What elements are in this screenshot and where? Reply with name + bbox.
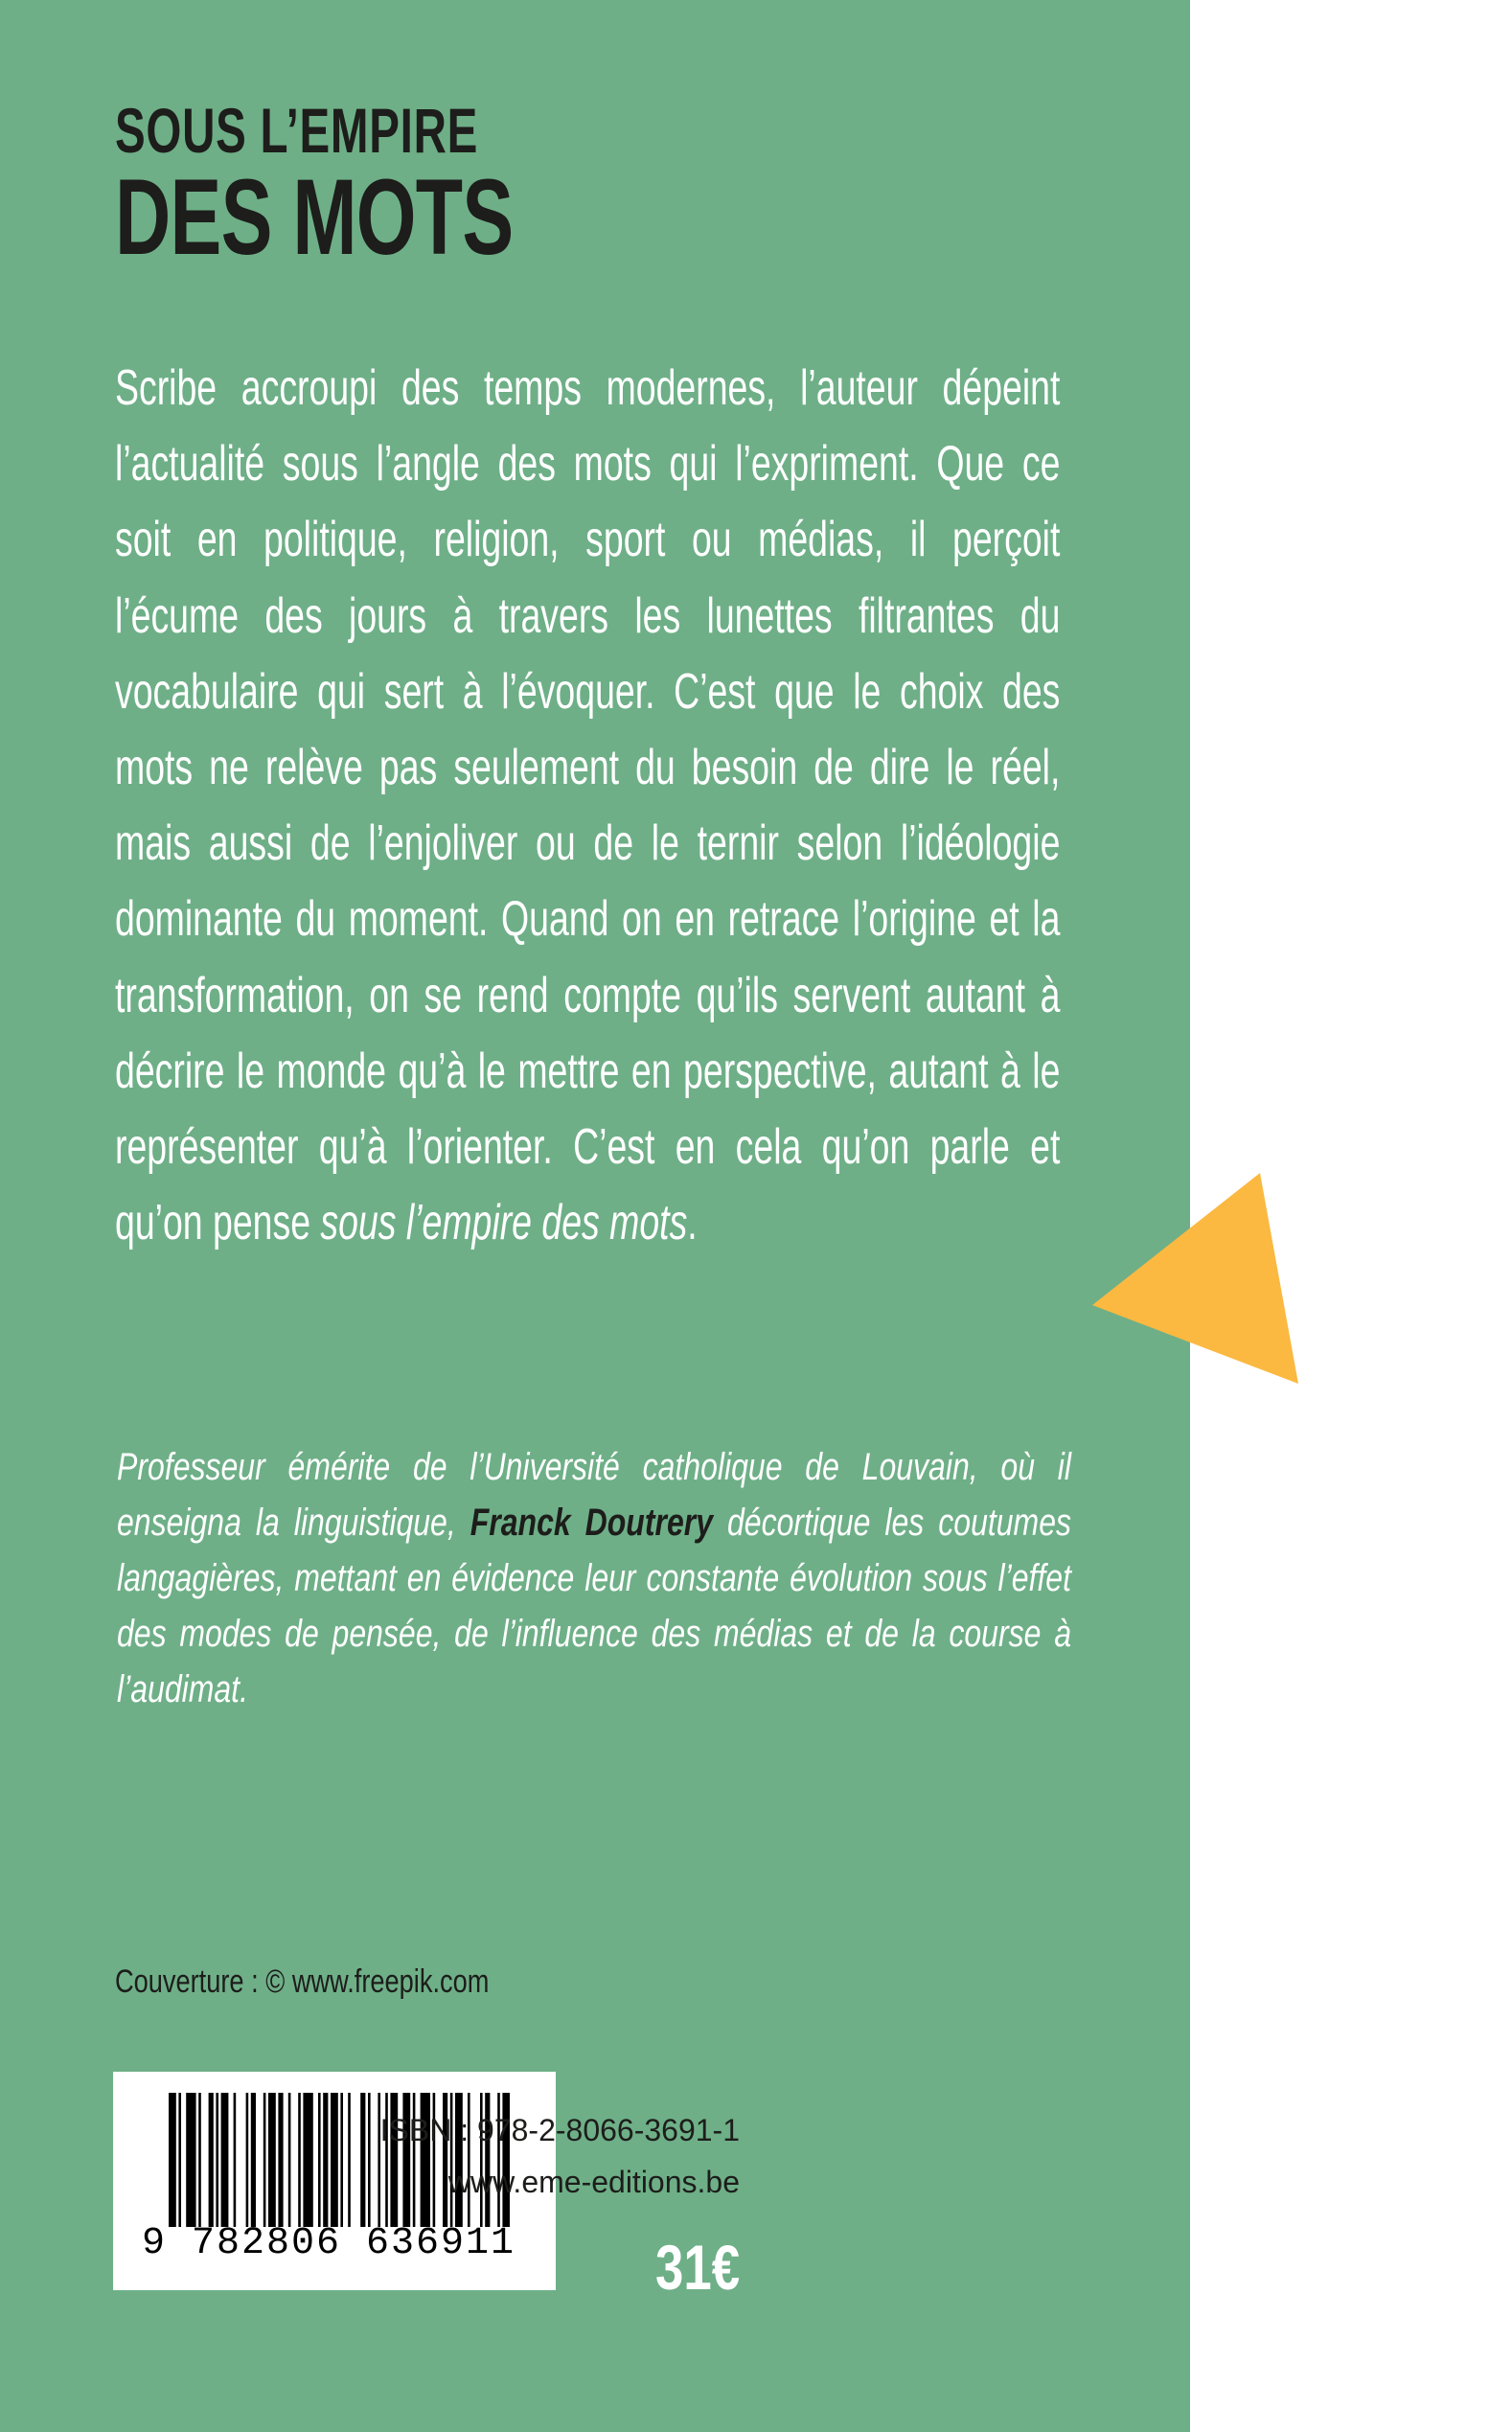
barcode-bar	[348, 2093, 351, 2227]
barcode-bar	[169, 2093, 176, 2227]
barcode-bar	[221, 2093, 229, 2227]
title-line-2: DES MOTS	[115, 157, 514, 277]
author-name: Franck Doutrery	[470, 1502, 713, 1544]
barcode-bar	[360, 2093, 365, 2227]
barcode-bar	[209, 2093, 214, 2227]
triangle-shape	[1092, 1173, 1298, 1384]
barcode-bar	[303, 2093, 312, 2227]
summary-paragraph	[115, 351, 1060, 1261]
barcode-bar	[234, 2093, 237, 2227]
triangle-icon	[1092, 1173, 1303, 1388]
book-title	[115, 95, 514, 277]
isbn-number: ISBN : 978-2-8066-3691-1	[379, 2113, 740, 2147]
barcode-bar	[216, 2093, 218, 2227]
barcode-bar	[298, 2093, 301, 2227]
barcode-bar	[263, 2093, 266, 2227]
barcode-bar	[368, 2093, 371, 2227]
summary-text: Scribe accroupi des temps modernes, l’auteur dépeint l’actualité sous l’angle des mots qui l’expriment. Que ce soit en politique, religion, sport ou médias, il perçoit l’écume des jours à travers les lunettes filtrantes du vocabulaire qui sert à l’évoquer. C’est que le choix des mots ne relève pas seulement du besoin de dire le réel, mais aussi de l’enjoliver ou de le ternir selon l’idéologie dominante du moment. Quand on en retrace l’origine et la transformation, on se rend compte qu’ils servent autant à décrire le monde qu’à le mettre en perspective, autant à le représenter qu’à l’orienter. C’est en cela qu’on parle et qu’on pense	[115, 360, 1061, 1251]
barcode-bar	[268, 2093, 276, 2227]
barcode-digits: 9 782806 636911	[142, 2222, 516, 2265]
barcode-bar	[251, 2093, 256, 2227]
author-bio-text-start: Professeur émérite de l’Université catholique de Louvain, où il enseigna la linguistique,	[117, 1446, 1071, 1544]
barcode-bar	[288, 2093, 291, 2227]
barcode-bar	[331, 2093, 338, 2227]
title-line-1: SOUS L’EMPIRE	[115, 95, 479, 166]
barcode-bar	[246, 2093, 249, 2227]
cover-credit: Couverture : © www.freepik.com	[115, 1963, 490, 2000]
barcode-bar	[278, 2093, 283, 2227]
barcode-bar	[186, 2093, 195, 2227]
barcode-bar	[198, 2093, 201, 2227]
barcode-bar	[323, 2093, 328, 2227]
summary-end: .	[687, 1195, 698, 1251]
author-bio-paragraph	[117, 1439, 1071, 1717]
summary-italic-title: sous l’empire des mots	[320, 1195, 688, 1251]
barcode-bar	[340, 2093, 343, 2227]
publisher-website: www.eme-editions.be	[447, 2165, 740, 2199]
barcode-bar	[178, 2093, 181, 2227]
price-label: 31€	[654, 2232, 740, 2303]
barcode-bar	[318, 2093, 321, 2227]
author-bio-text-end: décortique les coutumes langagières, mettant en évidence leur constante évolution sous l’effet des modes de pensée, de l’influence des médias et de la course à l’audimat.	[117, 1502, 1072, 1710]
